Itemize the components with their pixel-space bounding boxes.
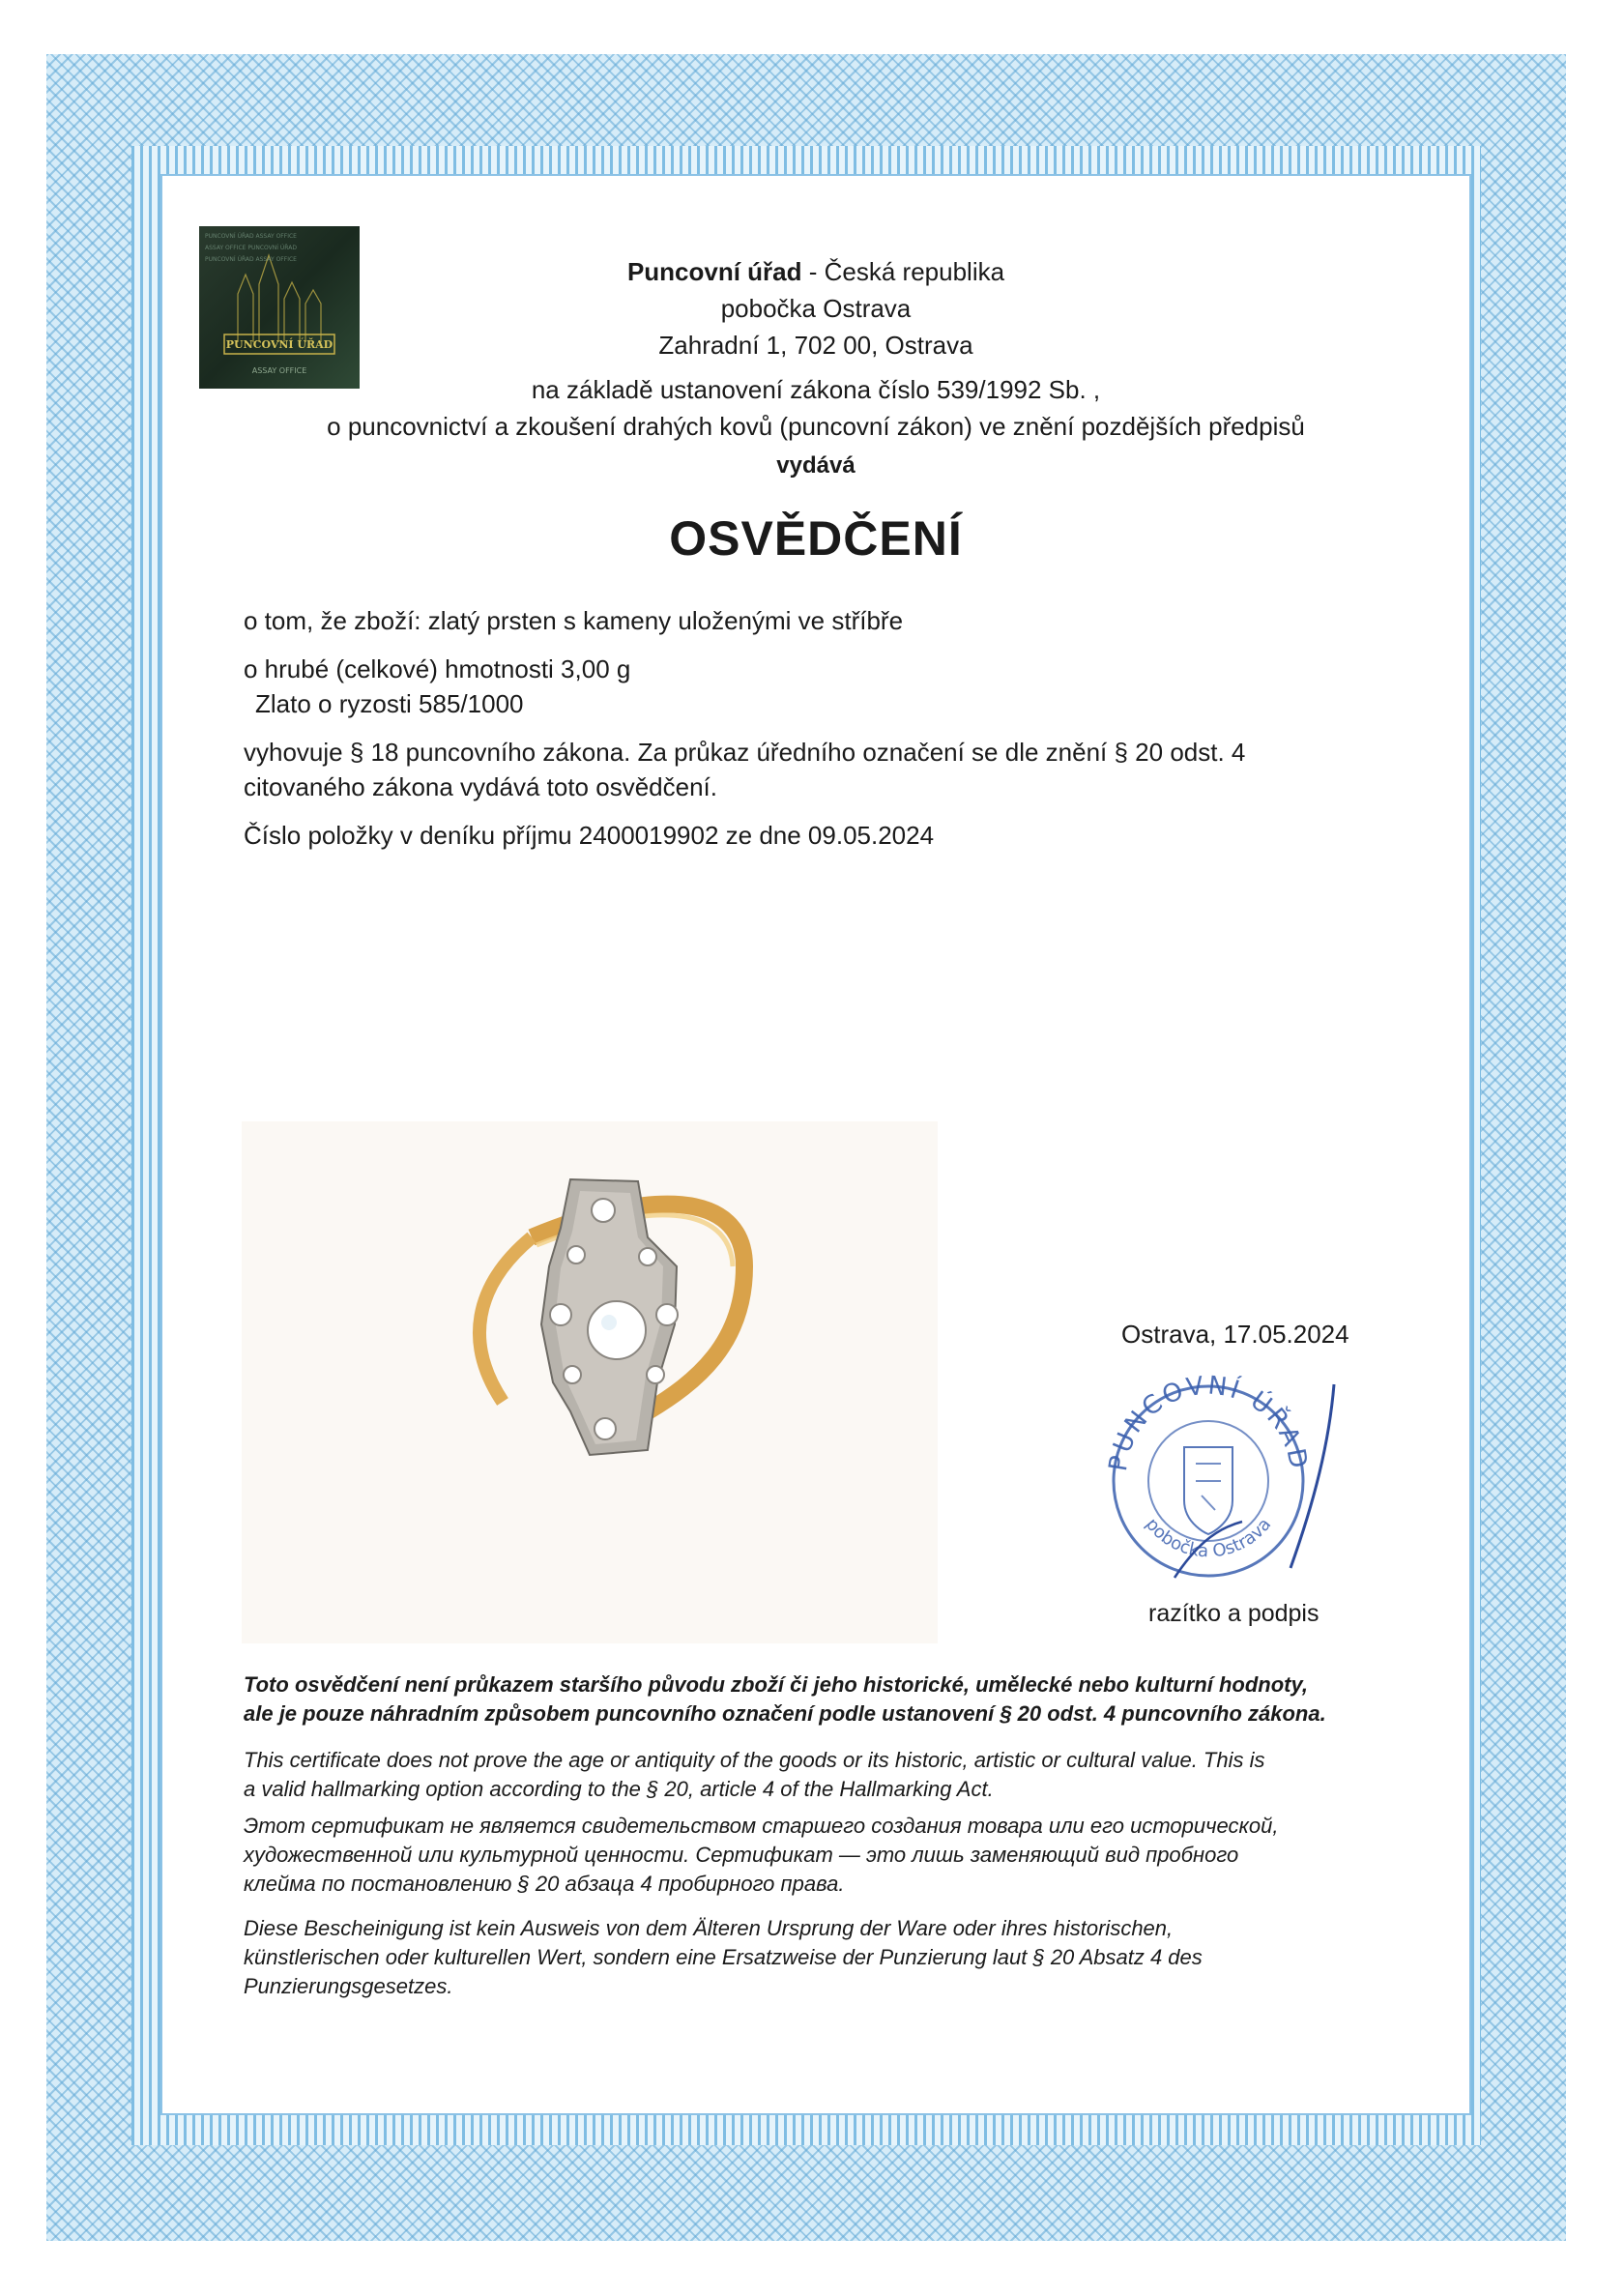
disclaimer-de-line-2: künstlerischen oder kulturellen Wert, sondern eine Ersatzweise der Punzierung laut § 20 Absatz 4 des [244,1945,1203,1969]
issuer-office-line [160,253,1471,290]
svg-text:PUNCOVNÍ ÚŘAD ASSAY OFFICE: PUNCOVNÍ ÚŘAD ASSAY OFFICE [205,233,297,240]
disclaimer-cz-line-2: ale je pouze náhradním způsobem puncovního označení podle ustanovení § 20 odst. 4 puncovního zákona. [244,1701,1326,1726]
issuer-branch: pobočka Ostrava [720,294,912,323]
issuer-address: Zahradní 1, 702 00, Ostrava [658,331,973,360]
hologram-text-2: ASSAY OFFICE [251,366,307,375]
disclaimer-cz-line-1: Toto osvědčení není průkazem staršího původu zboží či jeho historické, umělecké nebo kulturní hodnoty, [244,1672,1308,1697]
legal-basis [160,371,1471,445]
gross-weight: o hrubé (celkové) hmotnosti 3,00 g [244,654,631,683]
svg-text:ASSAY OFFICE PUNCOVNÍ ÚŘAD: ASSAY OFFICE PUNCOVNÍ ÚŘAD [205,245,297,251]
gold-purity: Zlato o ryzosti 585/1000 [255,689,524,718]
stamp-ring-top: PUNCOVNÍ ÚŘAD [1103,1371,1314,1474]
disclaimer-en [244,1746,1394,1804]
disclaimer-de-line-3: Punzierungsgesetzes. [244,1974,453,1998]
compliance-line-2: citovaného zákona vydává toto osvědčení. [244,772,717,801]
issuer-office-name: Puncovní úřad [626,257,802,286]
issues-label: vydává [776,452,856,479]
disclaimer-ru-line-1: Этот сертификат не является свидетельством старшего создания товара или его исторической, [244,1814,1279,1838]
ring-photo [242,1121,938,1643]
hologram-text-1: PUNCOVNÍ ÚŘAD [225,338,334,351]
certificate-heading: OSVĚDČENÍ [669,511,963,566]
official-stamp [1088,1355,1406,1587]
goods-description: o tom, že zboží: zlatý prsten s kameny uloženými ve stříbře [244,606,904,635]
place-date: Ostrava, 17.05.2024 [1121,1320,1349,1349]
disclaimer-en-line-1: This certificate does not prove the age or antiquity of the goods or its historic, artistic or cultural value. This is [244,1748,1265,1772]
disclaimer-en-line-2: a valid hallmarking option according to the § 20, article 4 of the Hallmarking Act. [244,1777,994,1801]
issuer-block [160,253,1471,363]
disclaimer-de-line-1: Diese Bescheinigung ist kein Ausweis von dem Älteren Ursprung der Ware oder ihres historischen, [244,1916,1174,1940]
register-number: Číslo položky v deníku příjmu 2400019902 ze dne 09.05.2024 [244,821,935,850]
legal-basis-line-1: na základě ustanovení zákona číslo 539/1992 Sb. , [531,375,1101,404]
disclaimer-ru-line-2: художественной или культурной ценности. Сертификат — это лишь заменяющий вид пробного [244,1843,1239,1867]
legal-basis-line-2: o puncovnictví a zkoušení drahých kovů (puncovní zákon) ve znění pozdějších předpisů [327,412,1305,441]
compliance-line-1: vyhovuje § 18 puncovního zákona. Za průkaz úředního označení se dle znění § 20 odst. 4 [244,738,1246,767]
stamp-ring-bottom: pobočka Ostrava [1141,1514,1276,1562]
disclaimer-cz [244,1670,1394,1729]
disclaimer-ru-line-3: клейма по постановлению § 20 абзаца 4 пробирного права. [244,1872,845,1896]
disclaimer-ru [244,1812,1394,1899]
issuer-country: - Česká republika [801,257,1005,286]
svg-text:PUNCOVNÍ ÚŘAD ASSAY OFFICE: PUNCOVNÍ ÚŘAD ASSAY OFFICE [205,256,297,263]
stamp-caption: razítko a podpis [1148,1600,1320,1627]
disclaimer-de [244,1914,1394,2001]
